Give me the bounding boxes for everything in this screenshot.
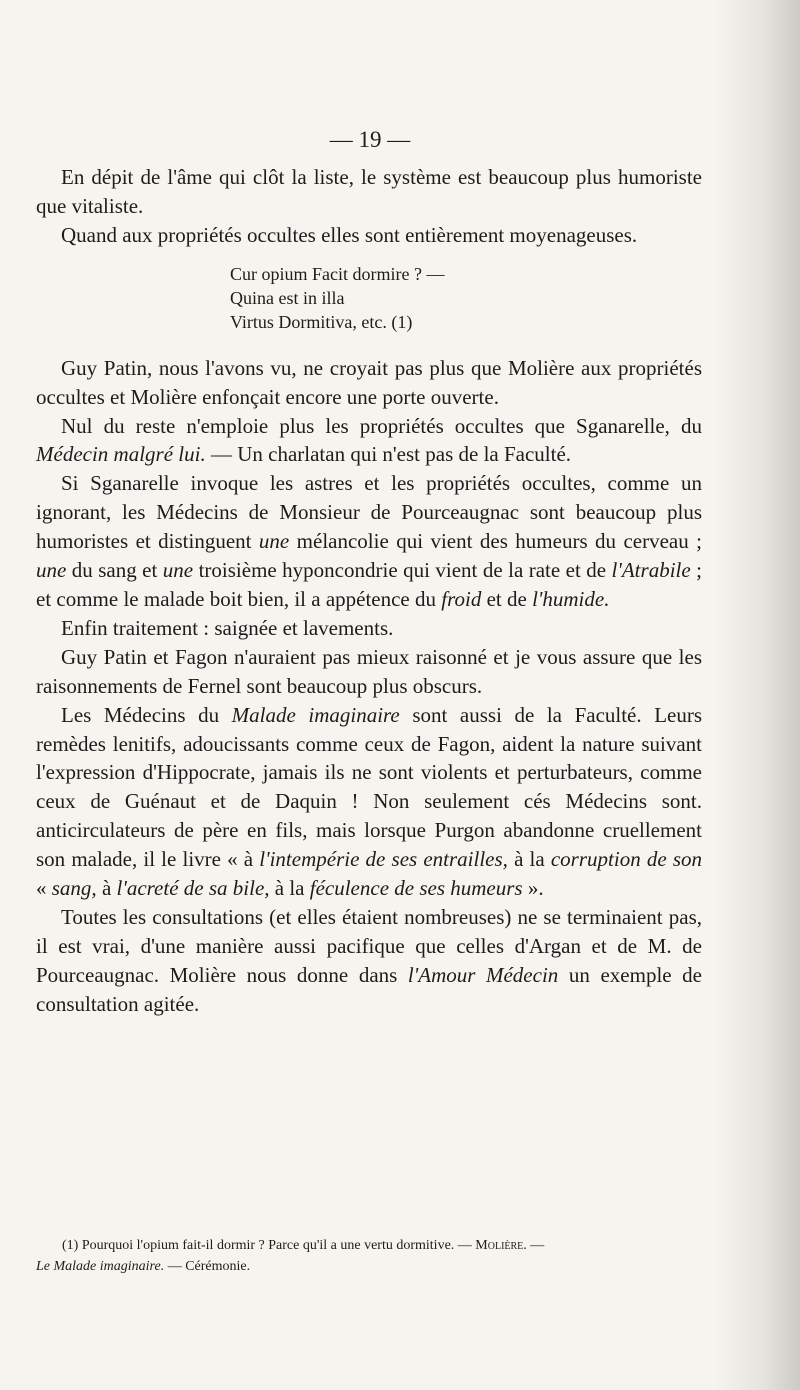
emphasis: l'humide. — [532, 586, 610, 611]
text-run: (1) Pourquoi l'opium fait-il dormir ? Parce qu'il a une vertu dormitive. — — [62, 1238, 476, 1253]
paragraph-occultes: Quand aux propriétés occultes elles sont entièrement moyenageuses. — [61, 222, 638, 247]
emphasis: une — [36, 558, 67, 583]
author-name: Molière. — [475, 1238, 527, 1253]
play-title: l'Amour Médecin — [407, 962, 559, 987]
play-title: Le Malade imaginaire. — [36, 1259, 165, 1274]
text-run: ». — [522, 876, 544, 901]
text-run: — Cérémonie. — [164, 1259, 251, 1274]
text-run: sont aussi de la Faculté. Leurs remèdes lenitifs, adoucissants comme ceux de Fagon, aident la nature suivant l'expression d'Hippocrate, jamais ils ne sont violents et perturbateurs, comme ceux de Guénaut et de Daquin ! Non seulement cés Médecins sont. anticirculateurs de père en fils, mais lorsque Purgon abandonne cruellement son malade, il le livre « à — [36, 702, 703, 872]
verse-line: Virtus Dormitiva, etc. (1) — [230, 311, 413, 332]
text-run: Toutes les consultations (et elles étaient nombreuses) ne se terminaient pas, il est vrai, d'une manière aussi pacifique que celles d'Argan et de M. de Pourceaugnac. Molière nous donne dans — [36, 904, 702, 987]
text-run: troisième hyponcondrie qui vient de la rate et de — [193, 558, 612, 583]
text-run: « — [36, 876, 52, 901]
paragraph-fagon: Guy Patin et Fagon n'auraient pas mieux raisonné et je vous assure que les raisonnements de Fernel sont beaucoup plus obscurs. — [36, 644, 702, 698]
text-run: mélancolie qui vient des humeurs du cerveau ; — [289, 529, 702, 554]
paragraph-patin: Guy Patin, nous l'avons vu, ne croyait pas plus que Molière aux propriétés occultes et Molière enfonçait encore une porte ouverte. — [36, 355, 702, 409]
verse-line: Quina est in illa — [230, 287, 345, 308]
emphasis: l'Atrabile — [611, 558, 691, 583]
footnote-line — [36, 1256, 708, 1277]
page-number: — 19 — — [329, 127, 411, 152]
footnote — [36, 1235, 708, 1277]
emphasis: féculence de ses humeurs — [309, 876, 523, 901]
verse-line: Cur opium Facit dormire ? — — [230, 263, 445, 284]
play-title: Malade imaginaire — [231, 702, 400, 727]
text-run: Les Médecins du — [61, 702, 232, 727]
play-title: Médecin malgré lui. — [36, 442, 206, 467]
emphasis: l'acreté de sa bile, — [116, 876, 270, 901]
text-run: — Un charlatan qui n'est pas de la Faculté. — [205, 442, 572, 467]
text-run: un exemple de consultation agitée. — [36, 962, 703, 1016]
latin-verse — [230, 262, 702, 334]
body-text — [36, 163, 702, 1019]
paragraph-sganarelle — [36, 412, 702, 470]
text-run: à — [96, 876, 117, 901]
paragraph-ame: En dépit de l'âme qui clôt la liste, le système est beaucoup plus humoriste que vitaliste. — [36, 165, 702, 218]
emphasis: une — [258, 529, 290, 554]
text-run: — — [526, 1238, 545, 1253]
paragraph-consultations — [36, 903, 702, 1019]
text-run: du sang et — [66, 558, 163, 583]
emphasis: l'intempérie de ses entrailles, — [259, 847, 508, 872]
text-run: et de — [481, 586, 533, 611]
text-run: ; et comme le malade boit bien, il a appétence du — [36, 558, 702, 611]
paragraph-pourceaugnac — [36, 469, 702, 614]
text-run: à la — [269, 876, 310, 901]
emphasis: une — [162, 558, 194, 583]
emphasis: froid — [441, 586, 482, 611]
text-run: Si Sganarelle invoque les astres et les propriétés occultes, comme un ignorant, les Médecins de Monsieur de Pourceaugnac sont beaucoup plus humoristes et distinguent — [36, 471, 702, 554]
text-run: à la — [507, 847, 551, 872]
emphasis: corruption de son — [550, 847, 702, 872]
paragraph-malade-imaginaire — [36, 701, 702, 903]
emphasis: sang, — [51, 876, 97, 901]
paragraph-enfin: Enfin traitement : saignée et lavements. — [61, 615, 394, 640]
page-edge-shadow — [715, 0, 800, 1390]
text-run: Nul du reste n'emploie plus les propriétés occultes que Sganarelle, du — [61, 413, 702, 438]
footnote-line — [36, 1235, 708, 1256]
